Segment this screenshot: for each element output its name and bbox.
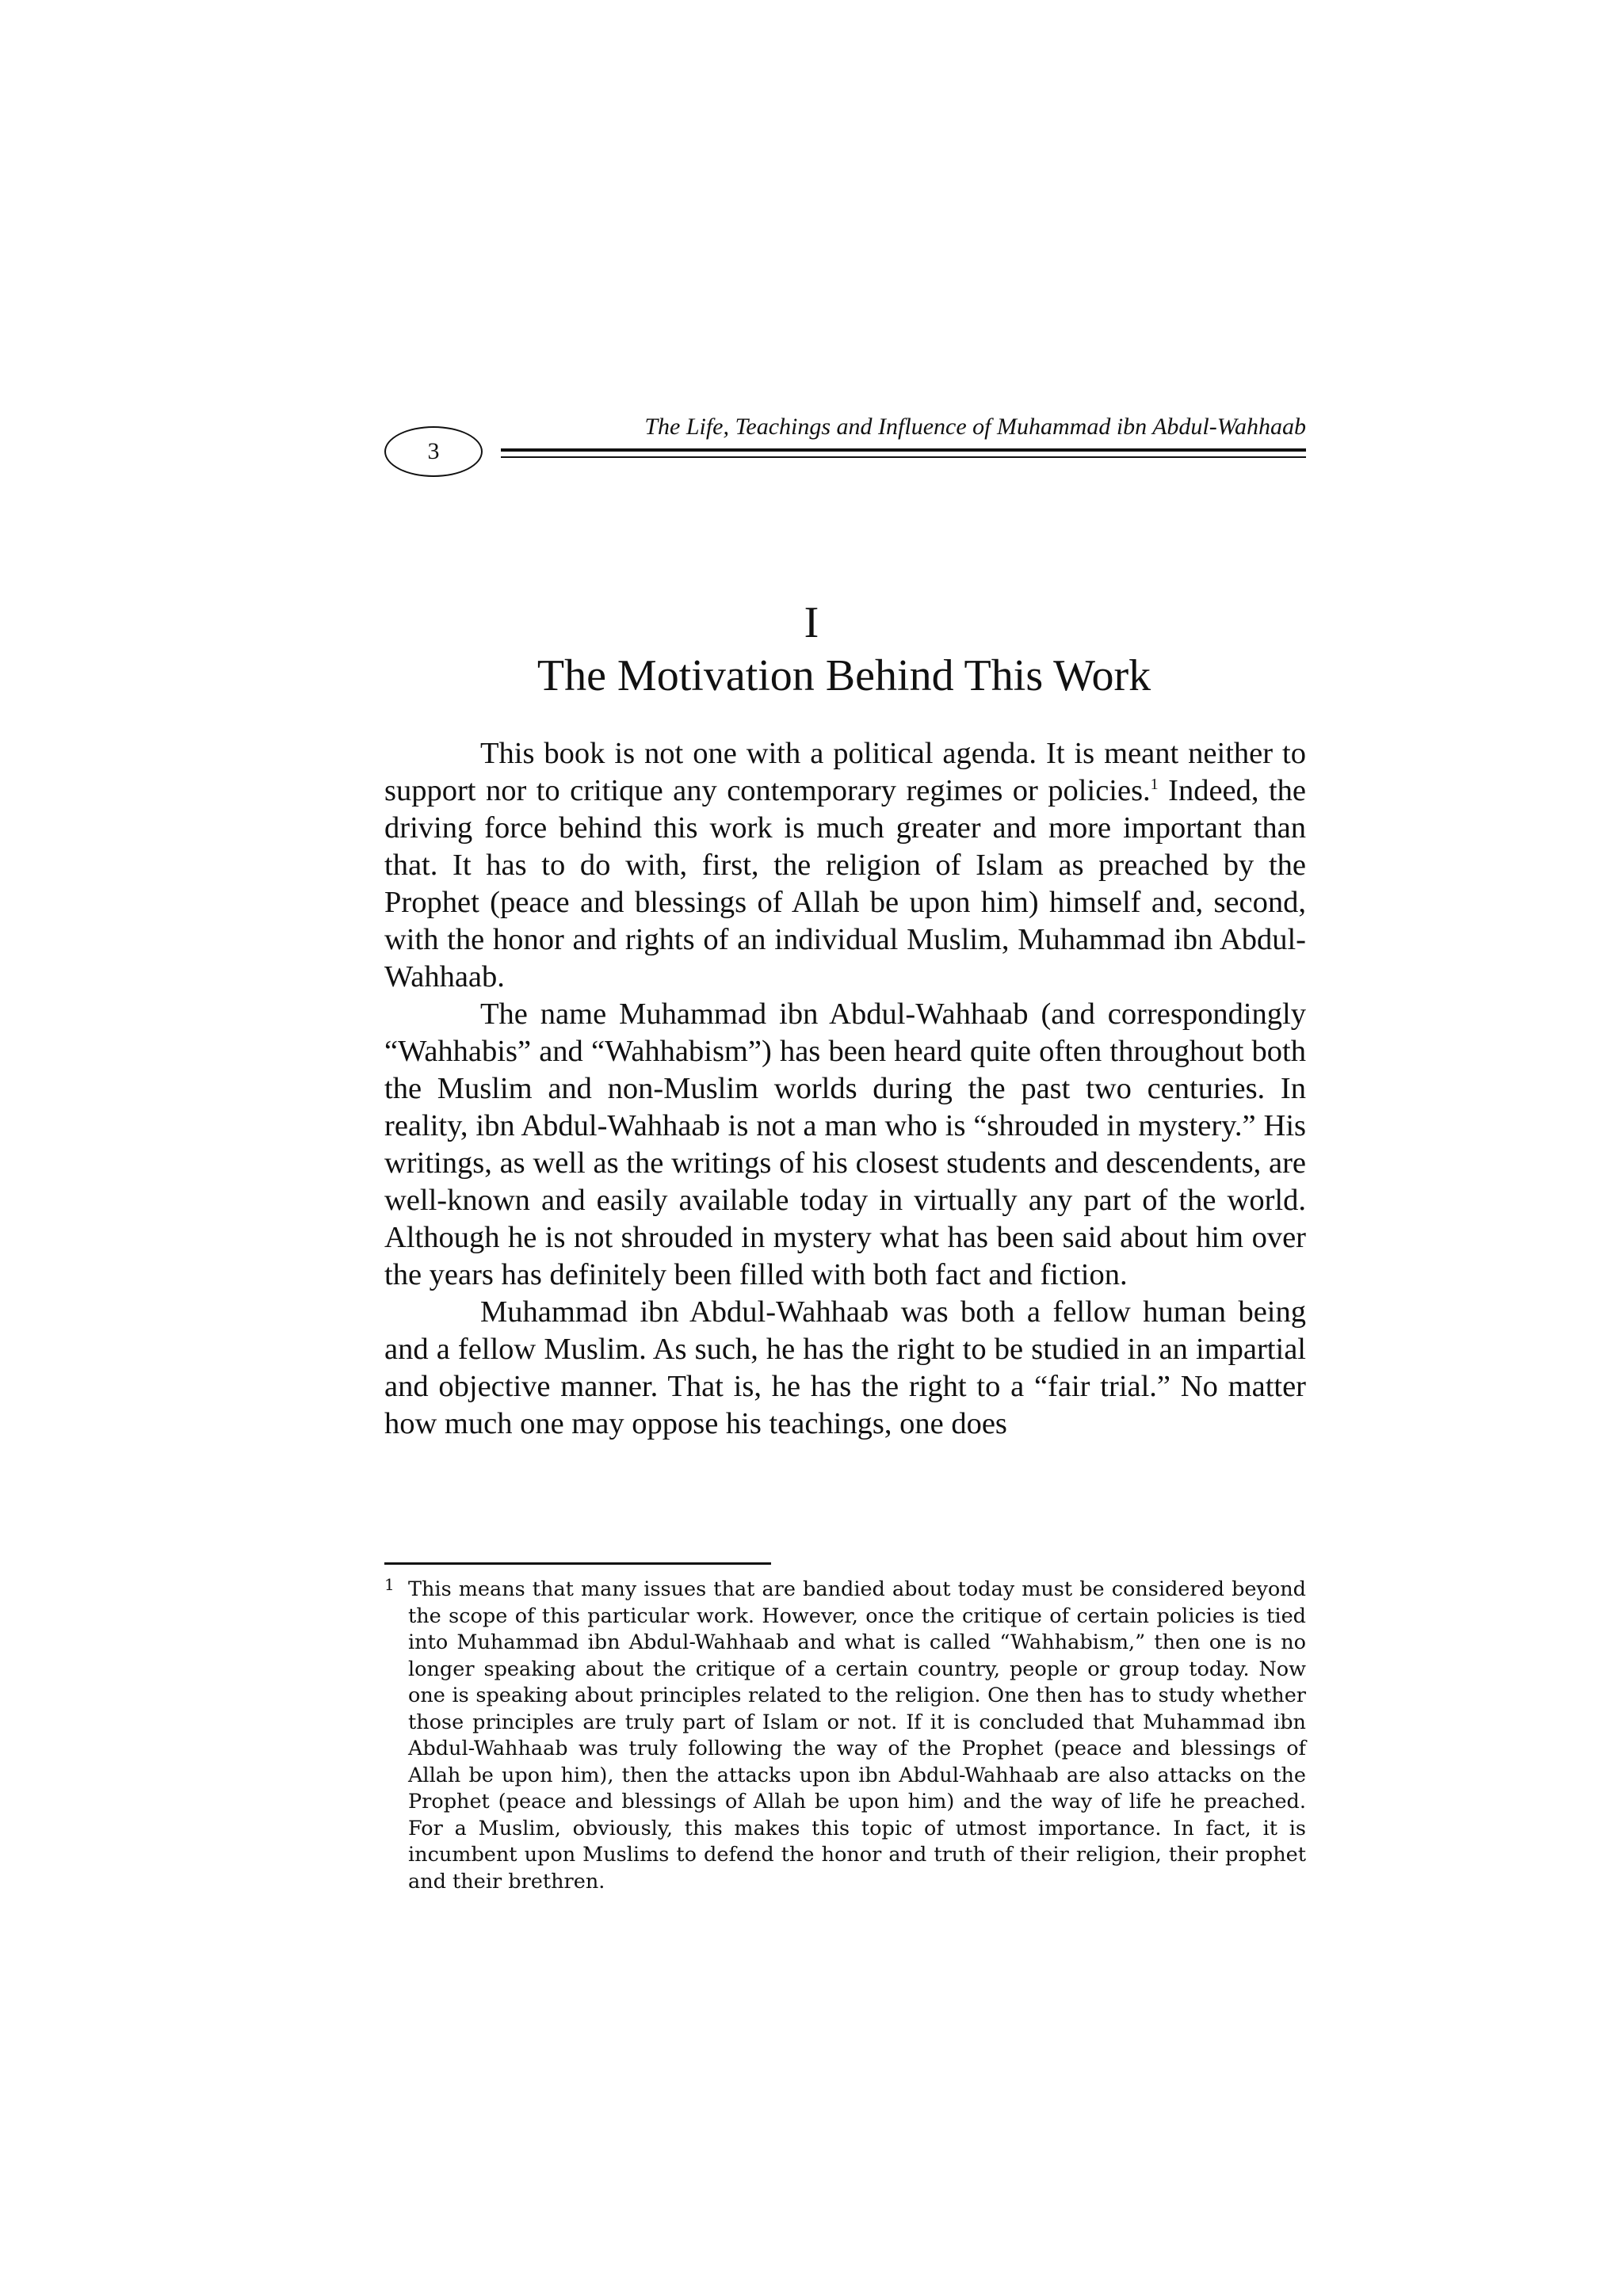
- page-number-oval: [384, 426, 483, 477]
- header-rule-thin: [501, 456, 1306, 458]
- paragraph-1-text-a: This book is not one with a political agenda. It is meant neither to support nor to critique any contemporary regimes or policies.: [384, 737, 1306, 807]
- page-number: 3: [427, 438, 440, 464]
- chapter-title: The Motivation Behind This Work: [537, 651, 1151, 700]
- running-head: The Life, Teachings and Influence of Muhammad ibn Abdul-Wahhaab: [644, 414, 1306, 440]
- paragraph-2: The name Muhammad ibn Abdul-Wahhaab (and correspondingly “Wahhabis” and “Wahhabism”) has been heard quite often throughout both the Muslim and non-Muslim worlds during the past two centuries. In reality, ibn Abdul-Wahhaab is not a man who is “shrouded in mystery.” His writings, as well as the writings of his closest students and descendents, are well-known and easily available today in virtually any part of the world. Although he is not shrouded in mystery what has been said about him over the years has definitely been filled with both fact and fiction.: [384, 997, 1306, 1291]
- footnote: 1 This means that many issues that are bandied about today must be considered beyond the scope of this particular work. However, once the critique of certain policies is tied into Muhammad ibn Abdul-Wahhaab and what is called “Wahhabism,” then one is no longer speaking about the critique of a certain country, people or group today. Now one is speaking about principles related to the religion. One then has to study whether those principles are truly part of Islam or not. If it is concluded that Muhammad ibn Abdul-Wahhaab was truly following the way of the Prophet (peace and blessings of Allah be upon him), then the attacks upon ibn Abdul-Wahhaab are also attacks on the Prophet (peace and blessings of Allah be upon him) and the way of life he preached. For a Muslim, obviously, this makes this topic of utmost importance. In fact, it is incumbent upon Muslims to defend the honor and truth of their religion, their prophet and their brethren.: [384, 1575, 1306, 1894]
- footnote-separator: [384, 1562, 771, 1565]
- header-rule-thick: [501, 448, 1306, 452]
- body-text: [384, 735, 1306, 1443]
- chapter-number: I: [804, 598, 819, 647]
- footnote-text: This means that many issues that are bandied about today must be considered beyond the scope of this particular work. However, once the critique of certain policies is tied into Muhammad ibn Abdul-Wahhaab and what is called “Wahhabism,” then one is no longer speaking about the critique of a certain country, people or group today. Now one is speaking about principles related to the religion. One then has to study whether those principles are truly part of Islam or not. If it is concluded that Muhammad ibn Abdul-Wahhaab was truly following the way of the Prophet (peace and blessings of Allah be upon him), then the attacks upon ibn Abdul-Wahhaab are also attacks on the Prophet (peace and blessings of Allah be upon him) and the way of life he preached. For a Muslim, obviously, this makes this topic of utmost importance. In fact, it is incumbent upon Muslims to defend the honor and truth of their religion, their prophet and their brethren.: [408, 1577, 1306, 1894]
- paragraph-1: [384, 735, 1306, 996]
- paragraph-3: Muhammad ibn Abdul-Wahhaab was both a fellow human being and a fellow Muslim. As such, he has the right to be studied in an impartial and objective manner. That is, he has the right to a “fair trial.” No matter how much one may oppose his teachings, one does: [384, 1295, 1306, 1440]
- paragraph-1-text-b: Indeed, the driving force behind this work is much greater and more important than that. It has to do with, first, the religion of Islam as preached by the Prophet (peace and blessings of Allah be upon him) himself and, second, with the honor and rights of an individual Muslim, Muhammad ibn Abdul-Wahhaab.: [384, 774, 1306, 994]
- footnote-reference: 1: [1150, 776, 1159, 793]
